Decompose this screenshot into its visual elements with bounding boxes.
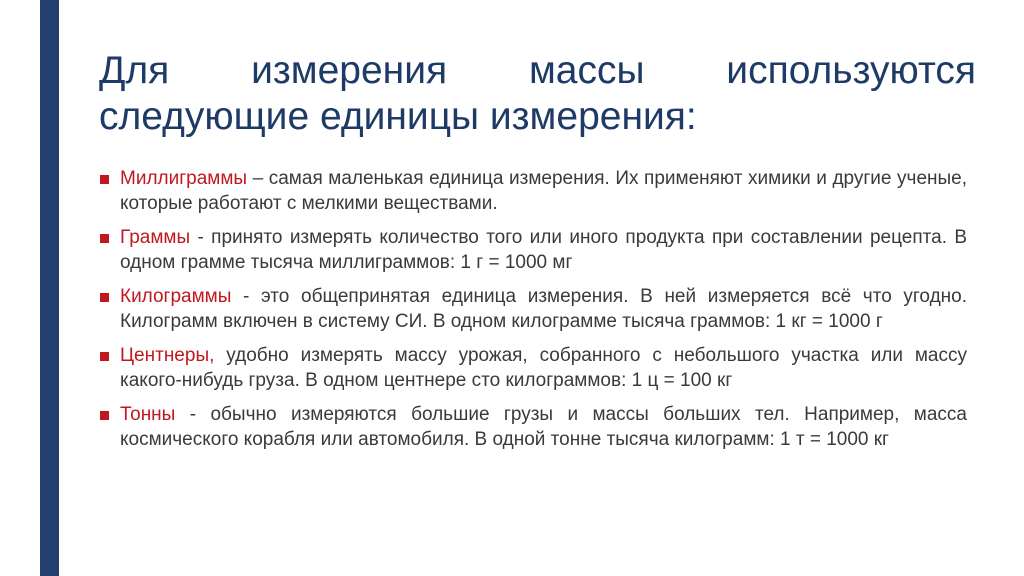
list-item-kilograms [99,284,967,334]
term-centners: Центнеры, [120,345,215,366]
list-item-tonnes [99,402,967,452]
description-grams: - принято измерять количество того или иного продукта при составлении рецепта. В одном грамме тысяча миллиграммов: 1 г = 1000 мг [120,227,967,273]
square-bullet-icon [100,293,109,302]
term-kilograms: Килограммы [120,286,232,307]
description-milligrams: – самая маленькая единица измерения. Их применяют химики и другие ученые, которые работают с мелкими веществами. [120,168,967,214]
term-milligrams: Миллиграммы [120,168,248,189]
side-accent-bar [40,0,59,576]
square-bullet-icon [100,175,109,184]
slide-title: Для измерения массы используются следующие единицы измерения: [99,49,976,138]
units-list [99,166,967,461]
term-grams: Граммы [120,227,191,248]
square-bullet-icon [100,352,109,361]
description-tonnes: - обычно измеряются большие грузы и массы больших тел. Например, масса космического корабля или автомобиля. В одной тонне тысяча килограмм: 1 т = 1000 кг [120,404,967,450]
list-item-centners [99,343,967,393]
square-bullet-icon [100,234,109,243]
description-kilograms: - это общепринятая единица измерения. В ней измеряется всё что угодно. Килограмм включен в систему СИ. В одном килограмме тысяча граммов: 1 кг = 1000 г [120,286,967,332]
list-item-milligrams [99,166,967,216]
square-bullet-icon [100,411,109,420]
list-item-grams [99,225,967,275]
term-tonnes: Тонны [120,404,176,425]
description-centners: удобно измерять массу урожая, собранного с небольшого участка или массу какого-нибудь груза. В одном центнере сто килограммов: 1 ц = 100 кг [120,345,967,391]
